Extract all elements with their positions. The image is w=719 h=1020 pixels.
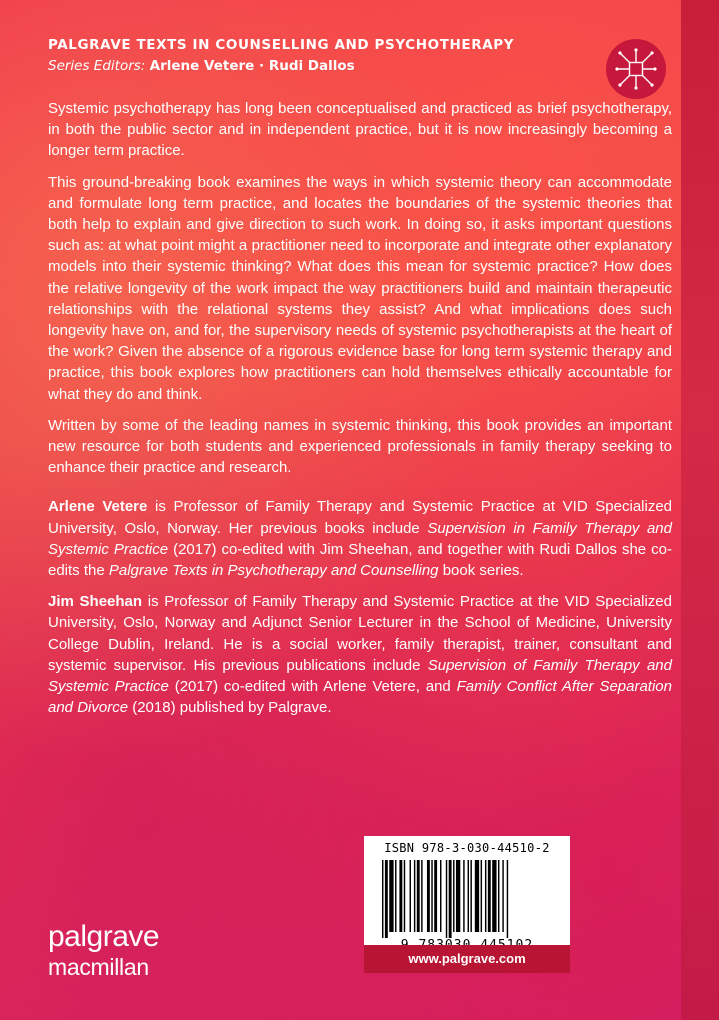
publisher-logo-line-2: macmillan — [48, 954, 149, 980]
bio-vetere-name: Arlene Vetere — [48, 498, 148, 516]
barcode-bar — [492, 860, 496, 932]
blurb-paragraph-1: Systemic psychotherapy has long been conceptualised and practiced as brief psychotherapy, in both the public sector and in independent practice, but it is now increasingly becoming a longer term practice. — [48, 100, 672, 160]
blurb-text — [48, 98, 672, 728]
barcode-bar — [502, 860, 503, 932]
series-editors-prefix: Series Editors: — [48, 58, 146, 74]
barcode-bar — [431, 860, 432, 932]
bio-vetere-book-1: Supervision in Family Therapy and Systemic Practice — [48, 519, 672, 558]
barcode-bar — [410, 860, 411, 932]
barcode-bar — [507, 860, 508, 938]
barcode-bar — [449, 860, 452, 938]
bio-sheehan-text-3: (2018) published by Palgrave. — [128, 699, 332, 717]
barcode-bar — [427, 860, 430, 932]
barcode-bar — [417, 860, 420, 932]
blurb-paragraph-3: Written by some of the leading names in systemic thinking, this book provides an important new resource for both students and experienced professionals in family therapy seeking to enhance their practice and research. — [48, 416, 672, 477]
barcode-bar — [456, 860, 460, 932]
barcode-bar — [475, 860, 479, 932]
series-title: PALGRAVE TEXTS IN COUNSELLING AND PSYCHOTHERAPY — [48, 37, 515, 53]
barcode-bars — [378, 860, 556, 938]
barcode-bar — [395, 860, 396, 932]
barcode-bar — [498, 860, 499, 932]
barcode-bar — [414, 860, 415, 932]
bio-vetere-text-1: is Professor of Family Therapy and Systemic Practice at VID Specialized University, Oslo, Norway. Her previous books include — [48, 498, 673, 537]
barcode-bar — [399, 860, 402, 932]
publisher-logo-line-1: palgrave — [48, 920, 160, 953]
bio-vetere — [48, 496, 672, 581]
bio-sheehan-name: Jim Sheehan — [48, 593, 143, 611]
bio-vetere-text-2: (2017) co-edited with Jim Sheehan, and together with Rudi Dallos she co-edits the — [48, 540, 672, 580]
barcode-bar — [481, 860, 482, 932]
bio-sheehan-book-1: Supervision of Family Therapy and Systemic Practice — [48, 656, 672, 696]
bio-sheehan-text-1: is Professor of Family Therapy and Systemic Practice at the VID Specialized University, Oslo, Norway and Adjunct Senior Lecturer in the School of Medicine, University College Dublin, Ireland. He is a social worker, family therapist, trainer, consultant and systemic supervisor. His previous publications include — [48, 593, 672, 674]
series-editors — [48, 58, 355, 74]
barcode-bar — [485, 860, 486, 932]
series-editors-names: Arlene Vetere · Rudi Dallos — [149, 58, 355, 74]
barcode-bar — [434, 860, 437, 932]
barcode-bar — [468, 860, 469, 932]
bio-sheehan-text-2: (2017) co-edited with Arlene Vetere, and — [168, 678, 457, 696]
isbn-label: ISBN 978-3-030-44510-2 — [384, 841, 550, 855]
barcode-bar — [440, 860, 441, 932]
publisher-logo — [48, 922, 159, 980]
barcode-bar — [446, 860, 447, 938]
barcode-bar — [382, 860, 383, 938]
blurb-paragraph-2: This ground-breaking book examines the ways in which systemic theory can accommodate and formulate long term practice, and locates the boundaries of the systemic theories that both help to explain and give direction to such work. In doing so, it asks important questions such as: at what point might a practitioner need to incorporate and integrate other explanatory models into their systemic thinking? What does this mean for systemic practice? How does the relative longevity of the work impact the way practitioners build and maintain therapeutic relationships with the relational systems they assist? And what implications does such longevity have on, and for, the supervisory needs of systemic psychotherapists at the heart of the work? Given the absence of a rigorous evidence base for long term systemic therapy and practice, this book explores how practitioners can hold themselves ethically accountable for what they do and think. — [48, 173, 672, 403]
bio-vetere-book-2: Palgrave Texts in Psychotherapy and Counselling — [108, 562, 439, 580]
barcode-bar — [404, 860, 405, 932]
bio-sheehan — [48, 591, 672, 718]
barcode-bar — [389, 860, 393, 932]
bio-vetere-text-3: book series. — [438, 562, 524, 580]
barcode-bar — [470, 860, 471, 932]
bio-sheehan-book-2: Family Conflict After Separation and Divorce — [48, 678, 672, 717]
barcode-bar — [385, 860, 388, 938]
publisher-url-link[interactable]: www.palgrave.com — [364, 945, 570, 973]
barcode-bar — [453, 860, 454, 932]
palgrave-star-logo-icon — [606, 39, 666, 99]
barcode-bar — [421, 860, 422, 932]
barcode-bar — [488, 860, 491, 932]
barcode-bar — [463, 860, 464, 932]
book-spine — [681, 0, 719, 1020]
